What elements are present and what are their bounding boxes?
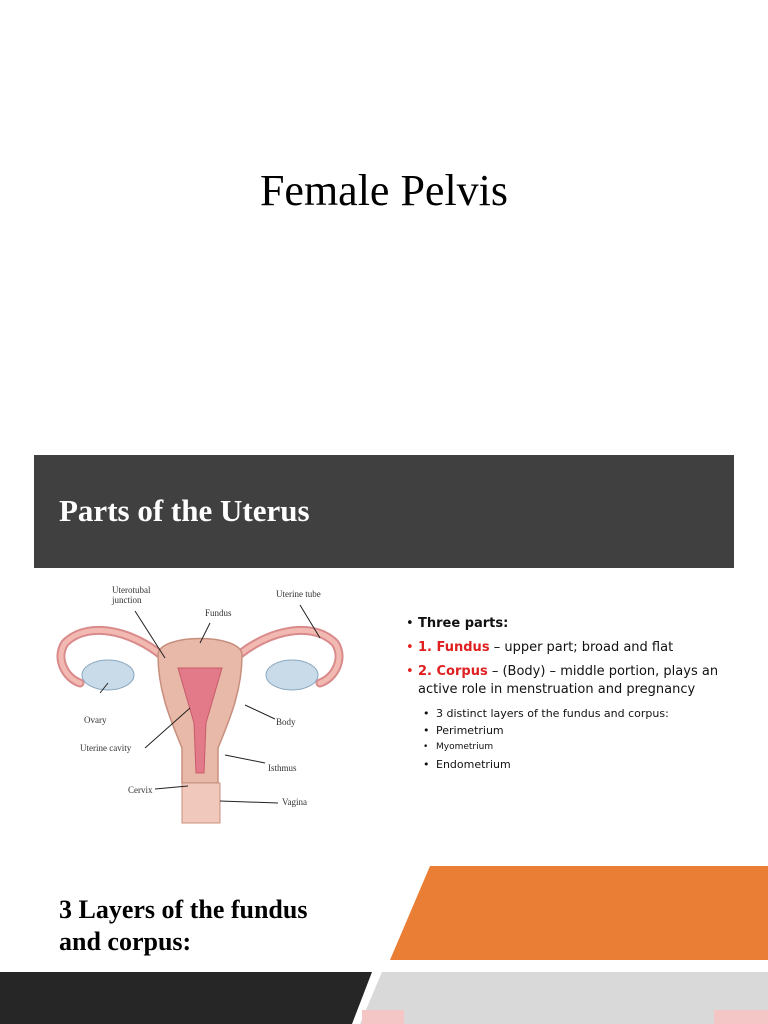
label-body: Body	[276, 717, 296, 727]
bullet-three-parts: • Three parts:	[406, 616, 509, 631]
heading-line-2: and corpus:	[59, 927, 192, 956]
bullet-list	[406, 615, 731, 773]
bullet-corpus: • 2. Corpus – (Body) – middle portion, plays an active role in menstruation and pregnancy	[406, 664, 719, 697]
sub-bullet-perimetrium: • Perimetrium	[423, 724, 504, 737]
label-ovary: Ovary	[84, 715, 107, 725]
corpus-description: – (Body) – middle portion, plays an active role in menstruation and pregnancy	[418, 664, 719, 697]
label-fundus: Fundus	[205, 608, 232, 618]
fundus-term: 1. Fundus	[418, 640, 490, 655]
slide-layers	[0, 850, 768, 1024]
label-uterotubal: Uterotubal	[112, 585, 151, 595]
perimetrium-text: Perimetrium	[436, 724, 504, 737]
dark-band	[0, 972, 372, 1024]
slide-title	[0, 0, 768, 440]
uterus-illustration	[50, 583, 350, 828]
heading-line-1: 3 Layers of the fundus	[59, 895, 308, 924]
slide-parts-of-uterus	[34, 455, 734, 833]
sub-bullet-myometrium: • Myometrium	[423, 742, 494, 752]
slide-header	[34, 455, 734, 568]
endometrium-text: Endometrium	[436, 758, 511, 771]
slide-heading: Parts of the Uterus	[59, 493, 310, 528]
label-cervix: Cervix	[128, 785, 153, 795]
slide-heading-layers	[59, 894, 389, 958]
bullet-fundus: • 1. Fundus – upper part; broad and flat	[406, 640, 674, 655]
label-uterine-cavity: Uterine cavity	[80, 743, 132, 753]
gray-band	[360, 972, 768, 1024]
corpus-term: 2. Corpus	[418, 664, 488, 679]
orange-shape	[390, 866, 768, 960]
myometrium-text: Myometrium	[436, 742, 494, 752]
sub-bullet-layers-intro: • 3 distinct layers of the fundus and corpus:	[423, 707, 669, 720]
label-junction: junction	[112, 595, 142, 605]
label-vagina: Vagina	[282, 797, 307, 807]
fundus-description: – upper part; broad and flat	[489, 640, 674, 655]
slide-title-text: Female Pelvis	[259, 166, 509, 215]
label-isthmus: Isthmus	[268, 763, 297, 773]
pink-block-right	[714, 1010, 768, 1024]
bullet-three-parts-text: Three parts:	[418, 616, 509, 631]
pink-block-left	[362, 1010, 404, 1024]
layers-intro-text: 3 distinct layers of the fundus and corpus:	[436, 707, 669, 720]
sub-bullet-endometrium: • Endometrium	[423, 758, 511, 771]
uterus-diagram	[50, 583, 350, 828]
label-uterine-tube: Uterine tube	[276, 589, 321, 599]
